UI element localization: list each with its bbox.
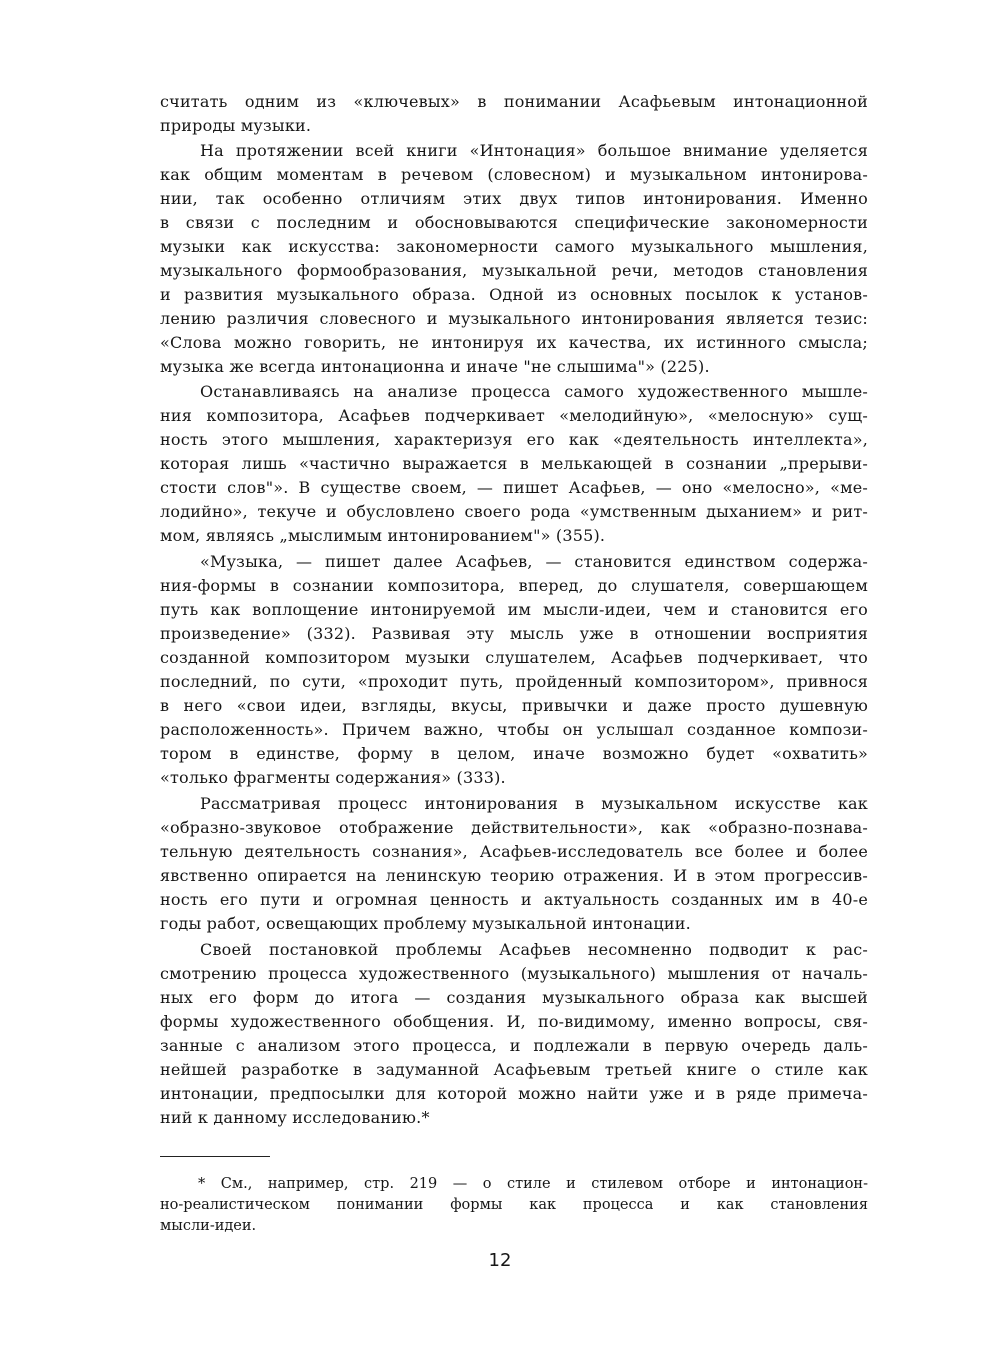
text-line: произведение» (332). Развивая эту мысль уже в отношении восприятия <box>160 624 868 643</box>
text-line: созданной композитором музыки слушателем, Асафьев подчеркивает, что <box>160 648 868 667</box>
text-line: формы художественного обобщения. И, по-видимому, именно вопросы, свя- <box>160 1012 868 1031</box>
footnote-line: мысли-идеи. <box>160 1218 257 1234</box>
text-line: ния композитора, Асафьев подчеркивает «мелодийную», «мелосную» сущ- <box>160 406 868 425</box>
footnote-line: но-реалистическом понимании формы как процесса и как становления <box>160 1197 868 1213</box>
text-line: стости слов"». В существе своем, — пишет Асафьев, — оно «мелосно», «ме- <box>160 478 868 497</box>
text-line: музыка же всегда интонационна и иначе "не слышима"» (225). <box>160 357 710 376</box>
text-line: последний, по сути, «проходит путь, пройденный композитором», привнося <box>160 672 868 691</box>
text-line: «Музыка, — пишет далее Асафьев, — становится единством содержа- <box>200 552 868 571</box>
text-line: лению различия словесного и музыкального интонирования является тезис: <box>160 309 868 328</box>
text-line: природы музыки. <box>160 116 312 135</box>
text-line: Своей постановкой проблемы Асафьев несомненно подводит к рас- <box>200 940 868 959</box>
text-line: ность этого мышления, характеризуя его как «деятельность интеллекта», <box>160 430 868 449</box>
text-line: ний к данному исследованию.* <box>160 1108 430 1127</box>
text-line: нейшей разработке в задуманной Асафьевым третьей книге о стиле как <box>160 1060 868 1079</box>
text-line: «Слова можно говорить, не интонируя их качества, их истинного смысла; <box>160 333 868 352</box>
text-line: Останавливаясь на анализе процесса самого художественного мышле- <box>200 382 868 401</box>
text-line: мом, являясь „мыслимым интонированием"» (355). <box>160 526 606 545</box>
text-line: интонации, предпосылки для которой можно найти уже и в ряде примеча- <box>160 1084 868 1103</box>
text-line: считать одним из «ключевых» в понимании Асафьевым интонационной <box>160 92 868 111</box>
text-line: ния-формы в сознании композитора, вперед, до слушателя, совершающем <box>160 576 868 595</box>
text-line: расположенность». Причем важно, чтобы он услышал созданное компози- <box>160 720 868 739</box>
text-line: тельную деятельность сознания», Асафьев-исследователь все более и более <box>160 842 868 861</box>
text-line: лодийно», текуче и обусловлено своего рода «умственным дыханием» и рит- <box>160 502 868 521</box>
text-line: На протяжении всей книги «Интонация» большое внимание уделяется <box>200 141 868 160</box>
text-line: смотрению процесса художественного (музыкального) мышления от началь- <box>160 964 868 983</box>
text-line: Рассматривая процесс интонирования в музыкальном искусстве как <box>200 794 868 813</box>
text-line: нии, так особенно отличиям этих двух типов интонирования. Именно <box>160 189 868 208</box>
text-line: музыкального формообразования, музыкальной речи, методов становления <box>160 261 868 280</box>
text-line: тором в единстве, форму в целом, иначе возможно будет «охватить» <box>160 744 868 763</box>
text-line: и развития музыкального образа. Одной из основных посылок к установ- <box>160 285 868 304</box>
text-line: годы работ, освещающих проблему музыкальной интонации. <box>160 914 691 933</box>
text-line: ность его пути и огромная ценность и актуальность созданных им в 40-е <box>160 890 868 909</box>
text-line: занные с анализом этого процесса, и подлежали в первую очередь даль- <box>160 1036 868 1055</box>
footnote-divider <box>160 1156 270 1157</box>
text-line: ных его форм до итога — создания музыкального образа как высшей <box>160 988 868 1007</box>
text-line: как общим моментам в речевом (словесном) и музыкальном интонирова- <box>160 165 868 184</box>
text-line: путь как воплощение интонируемой им мысли-идеи, чем и становится его <box>160 600 868 619</box>
page-number: 12 <box>488 1250 512 1271</box>
text-line: явственно опирается на ленинскую теорию отражения. И в этом прогрессив- <box>160 866 868 885</box>
text-line: которая лишь «частично выражается в мелькающей в сознании „прерыви- <box>160 454 868 473</box>
text-line: музыки как искусства: закономерности самого музыкального мышления, <box>160 237 868 256</box>
text-line: в него «свои идеи, взгляды, вкусы, привычки и даже просто душевную <box>160 696 868 715</box>
text-line: «только фрагменты содержания» (333). <box>160 768 506 787</box>
footnote-line: * См., например, стр. 219 — о стиле и стилевом отборе и интонацион- <box>198 1176 868 1192</box>
text-line: «образно-звуковое отображение действительности», как «образно-познава- <box>160 818 868 837</box>
text-line: в связи с последним и обосновываются специфические закономерности <box>160 213 868 232</box>
